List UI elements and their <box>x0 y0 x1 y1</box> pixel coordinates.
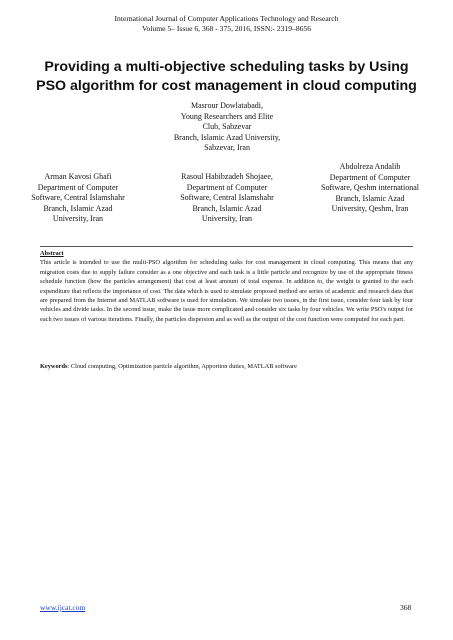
author-block-3 <box>157 172 297 225</box>
page-number: 368 <box>400 603 412 612</box>
author-line: Branch, Islamic Azad <box>192 203 262 213</box>
author-line: Branch, Islamic Azad <box>335 193 405 203</box>
keywords-label: Keywords <box>40 363 68 370</box>
author-line: Young Researchers and Elite <box>180 111 274 121</box>
author-line: Masrour Dowlatabadi, <box>191 101 263 110</box>
journal-issue: Volume 5– Issue 6, 368 - 375, 2016, ISSN:- 2319–8656 <box>141 24 312 33</box>
journal-name: International Journal of Computer Applications Technology and Research <box>114 14 339 23</box>
author-line: Club, Sabzevar <box>202 122 252 132</box>
author-line: Software, Qeshm international <box>321 183 419 193</box>
abstract-section <box>40 249 413 324</box>
author-line: Rasoul Habibzadeh Shojaee, <box>181 172 273 181</box>
author-line: Arman Kavosi Ghafi <box>44 172 112 181</box>
author-line: University, Iran <box>201 214 253 224</box>
author-line: Branch, Islamic Azad University, <box>173 132 281 142</box>
paper-title-line-1: Providing a multi-objective scheduling tasks by Using <box>44 59 409 75</box>
author-line: Abdolreza Andalib <box>339 162 401 171</box>
author-line: Department of Computer <box>37 182 119 192</box>
paper-title-line-2: PSO algorithm for cost management in cloud computing <box>36 78 417 94</box>
author-line: Sabzevar, Iran <box>204 143 250 153</box>
author-block-1 <box>152 101 302 154</box>
author-line: Department of Computer <box>186 182 268 192</box>
abstract-label: Abstract <box>40 250 64 257</box>
journal-website-link[interactable]: www.ijcat.com <box>40 603 86 612</box>
author-line: Software, Central Islamshahr <box>180 193 274 203</box>
keywords-section <box>40 362 413 371</box>
author-block-4 <box>303 162 437 215</box>
paper-title <box>28 58 425 96</box>
journal-header <box>0 14 453 34</box>
abstract-divider <box>40 246 413 247</box>
author-block-2 <box>16 172 140 225</box>
author-line: Software, Central Islamshahr <box>31 193 125 203</box>
author-line: Department of Computer <box>329 172 411 182</box>
author-line: Branch, Islamic Azad <box>43 203 113 213</box>
keywords-text: : Cloud computing, Optimization particle algorithm, Apportion duties, MATLAB software <box>67 363 297 370</box>
author-line: University, Iran <box>52 214 104 224</box>
abstract-text: This article is intended to use the multi-PSO algorithm for scheduling tasks for cost management in cloud computing. This means that any migration costs due to supply failure consider as a one objective and each task is a little particle and recognize by use of the appropriate fitness schedule function (how the particles arrangement) that cost at least amount of total expense. In addition to, the weight is granted to the each expenditure that reflects the importance of cost. The data which is used to simulate proposed method are series of academic and research data that are prepared from the Internet and MATLAB software is used for simulation. We simulate two issues, in the first issue, consider four task by four vehicles and divide tasks. In the second issue, make the issue more complicated and consider six tasks by four vehicles. We write PSO's output for each two issues of various iterations. Finally, the particles dispersion and as well as the output of the cost function were computed for each part. <box>40 259 413 323</box>
author-line: University, Qeshm, Iran <box>331 204 409 214</box>
